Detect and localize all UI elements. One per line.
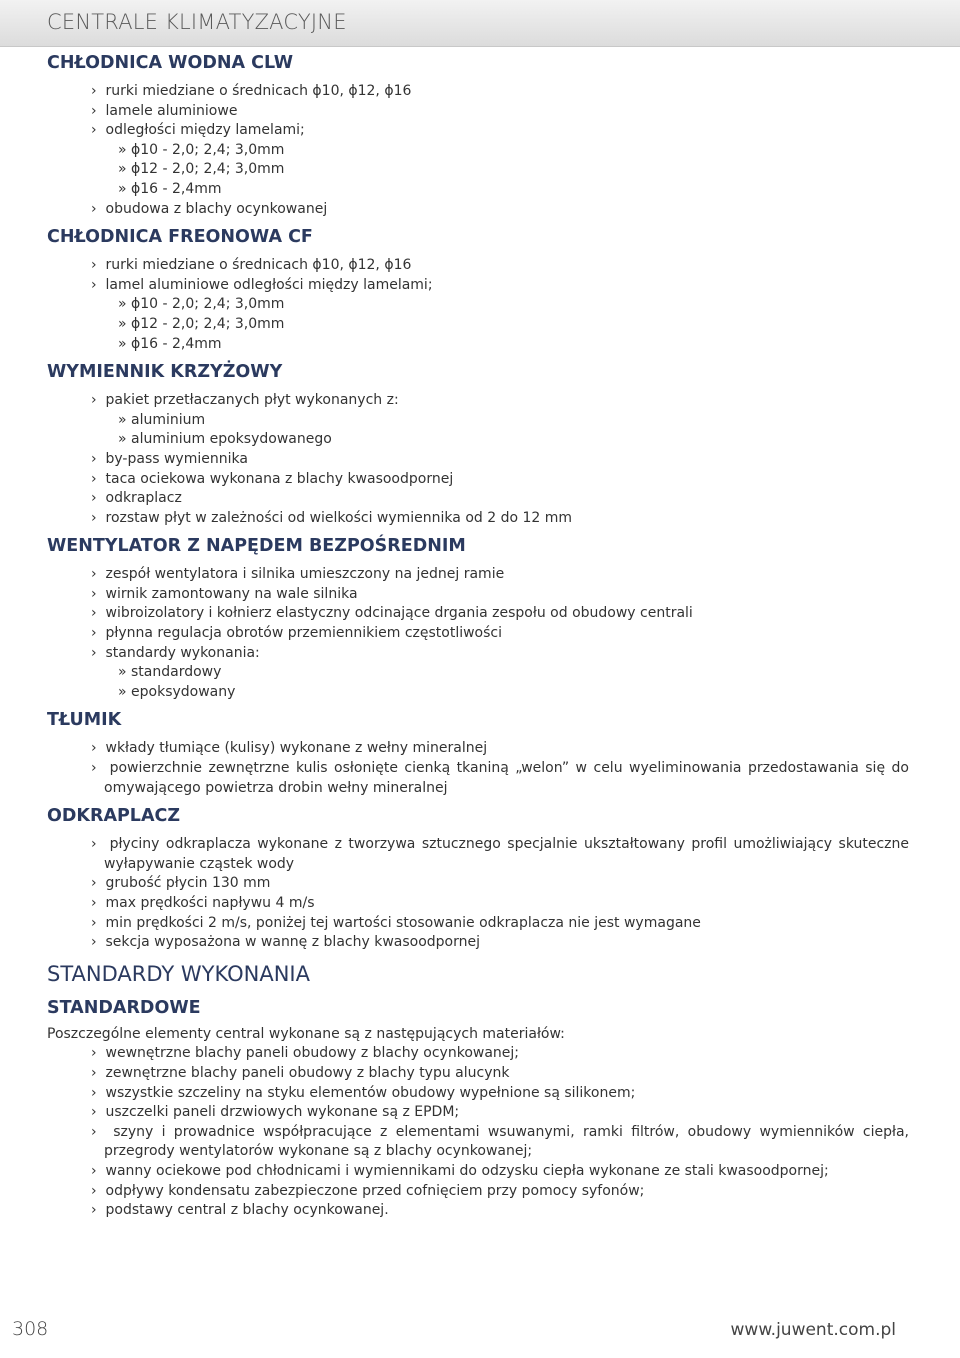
header-bar	[0, 0, 960, 47]
list-item: › płynna regulacja obrotów przemiennikiem częstotliwości	[91, 624, 909, 644]
sub-item: » ϕ16 - 2,4mm	[47, 335, 909, 355]
list-wymiennik	[47, 391, 909, 411]
list-item: › wibroizolatory i kołnierz elastyczny odcinające drgania zespołu od obudowy centrali	[91, 604, 909, 624]
list-item: › lamele aluminiowe	[91, 102, 909, 122]
list-clw	[47, 82, 909, 141]
list-clw-after	[47, 200, 909, 220]
list-item: › by-pass wymiennika	[91, 450, 909, 470]
standardy-intro: Poszczególne elementy central wykonane są z następujących materiałów:	[47, 1025, 565, 1042]
list-item: › wkłady tłumiące (kulisy) wykonane z wełny mineralnej	[91, 739, 909, 759]
list-item: › min prędkości 2 m/s, poniżej tej wartości stosowanie odkraplacza nie jest wymagane	[91, 914, 909, 934]
list-item: › rurki miedziane o średnicach ϕ10, ϕ12, ϕ16	[91, 256, 909, 276]
page-number: 308	[12, 1318, 49, 1340]
list-item: › max prędkości napływu 4 m/s	[91, 894, 909, 914]
list-item: › odległości między lamelami;	[91, 121, 909, 141]
list-standardy	[47, 1044, 909, 1220]
page-header-title: CENTRALE KLIMATYZACYJNE	[47, 10, 347, 34]
list-item: › zewnętrzne blachy paneli obudowy z blachy typu alucynk	[91, 1064, 909, 1084]
list-item: › wanny ociekowe pod chłodnicami i wymiennikami do odzysku ciepła wykonane ze stali kwasoodpornej;	[91, 1162, 909, 1182]
sublist-wymiennik	[47, 411, 909, 450]
list-item: › płyciny odkraplacza wykonane z tworzywa sztucznego specjalnie ukształtowany profil umożliwiający skuteczne wyłapywanie cząstek wody	[91, 835, 909, 874]
section-title-wentylator: WENTYLATOR Z NAPĘDEM BEZPOŚREDNIM	[47, 536, 466, 557]
section-title-tlumik: TŁUMIK	[47, 710, 122, 731]
document-content	[47, 48, 909, 1221]
sub-item: » aluminium	[47, 411, 909, 431]
list-cf	[47, 256, 909, 295]
list-item: › podstawy central z blachy ocynkowanej.	[91, 1201, 909, 1221]
sub-item: » ϕ10 - 2,0; 2,4; 3,0mm	[47, 295, 909, 315]
list-item: › wewnętrzne blachy paneli obudowy z blachy ocynkowanej;	[91, 1044, 909, 1064]
list-item: › szyny i prowadnice współpracujące z elementami wsuwanymi, ramki filtrów, obudowy wymienników ciepła, przegrody wentylatorów wykonane są z blachy ocynkowanej;	[91, 1123, 909, 1162]
section-title-cf: CHŁODNICA FREONOWA CF	[47, 227, 313, 248]
list-item: › lamel aluminiowe odległości między lamelami;	[91, 276, 909, 296]
sub-item: » ϕ10 - 2,0; 2,4; 3,0mm	[47, 141, 909, 161]
list-item: › taca ociekowa wykonana z blachy kwasoodpornej	[91, 470, 909, 490]
sub-item: » ϕ12 - 2,0; 2,4; 3,0mm	[47, 315, 909, 335]
list-item: › rozstaw płyt w zależności od wielkości wymiennika od 2 do 12 mm	[91, 509, 909, 529]
sub-item: » standardowy	[47, 663, 909, 683]
footer-url: www.juwent.com.pl	[730, 1320, 896, 1340]
list-item: › uszczelki paneli drzwiowych wykonane są z EPDM;	[91, 1103, 909, 1123]
list-item: › wszystkie szczeliny na styku elementów obudowy wypełnione są silikonem;	[91, 1084, 909, 1104]
sublist-wentylator	[47, 663, 909, 702]
list-item: › obudowa z blachy ocynkowanej	[91, 200, 909, 220]
subsection-title-standardowe: STANDARDOWE	[47, 997, 201, 1018]
list-item: › powierzchnie zewnętrzne kulis osłonięte cienką tkaniną „welon” w celu wyeliminowania przedostawania się do omywającego powietrza drobin wełny mineralnej	[91, 759, 909, 798]
list-odkraplacz	[47, 835, 909, 953]
section-title-standardy: STANDARDY WYKONANIA	[47, 961, 310, 986]
list-item: › odpływy kondensatu zabezpieczone przed cofnięciem przy pomocy syfonów;	[91, 1182, 909, 1202]
section-title-clw: CHŁODNICA WODNA CLW	[47, 53, 294, 73]
list-item: › standardy wykonania:	[91, 644, 909, 664]
sublist-clw	[47, 141, 909, 200]
list-item: › grubość płycin 130 mm	[91, 874, 909, 894]
list-item: › wirnik zamontowany na wale silnika	[91, 585, 909, 605]
list-item: › odkraplacz	[91, 489, 909, 509]
list-item: › pakiet przetłaczanych płyt wykonanych z:	[91, 391, 909, 411]
list-item: › rurki miedziane o średnicach ϕ10, ϕ12, ϕ16	[91, 82, 909, 102]
list-item: › sekcja wyposażona w wannę z blachy kwasoodpornej	[91, 933, 909, 953]
sub-item: » ϕ12 - 2,0; 2,4; 3,0mm	[47, 160, 909, 180]
section-title-odkraplacz: ODKRAPLACZ	[47, 806, 181, 827]
sublist-cf	[47, 295, 909, 354]
sub-item: » ϕ16 - 2,4mm	[47, 180, 909, 200]
list-wymiennik-after	[47, 450, 909, 528]
section-title-wymiennik: WYMIENNIK KRZYŻOWY	[47, 362, 283, 383]
list-wentylator	[47, 565, 909, 663]
list-item: › zespół wentylatora i silnika umieszczony na jednej ramie	[91, 565, 909, 585]
sub-item: » aluminium epoksydowanego	[47, 430, 909, 450]
list-tlumik	[47, 739, 909, 798]
sub-item: » epoksydowany	[47, 683, 909, 703]
